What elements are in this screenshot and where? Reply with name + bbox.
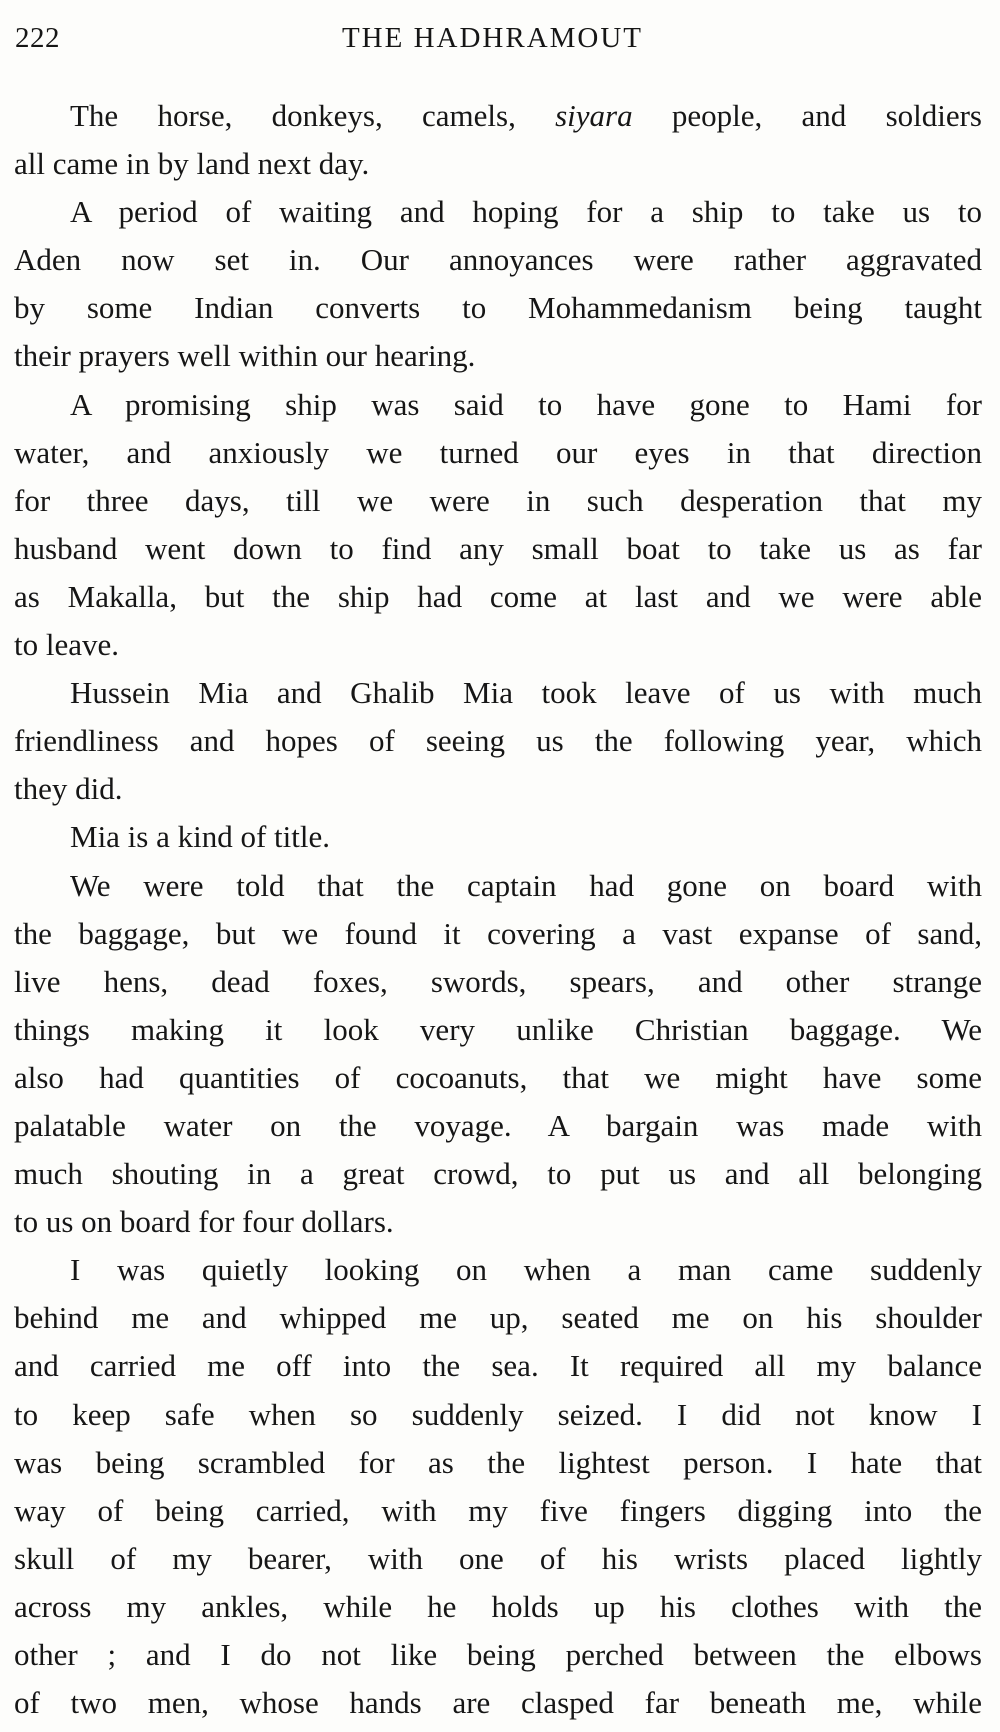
- text-segment: to us on board for four dollars.: [14, 1204, 394, 1240]
- text-segment: skull of my bearer, with one of his wrists placed lightly: [14, 1540, 982, 1576]
- paragraph: [14, 669, 982, 813]
- text-segment: to keep safe when so suddenly seized. I did not know I: [14, 1396, 982, 1432]
- text-segment: the baggage, but we found it covering a vast expanse of sand,: [14, 915, 982, 951]
- text-segment: across my ankles, while he holds up his clothes with the: [14, 1588, 982, 1624]
- text-line: [14, 1487, 982, 1535]
- text-line: [14, 765, 982, 813]
- text-line: [14, 1006, 982, 1054]
- text-line: [14, 1583, 982, 1631]
- text-line: [14, 1679, 982, 1727]
- page-header: [15, 22, 970, 62]
- text-segment: of two men, whose hands are clasped far beneath me, while: [14, 1685, 982, 1721]
- text-segment: behind me and whipped me up, seated me on his shoulder: [14, 1300, 982, 1336]
- text-segment: they did.: [14, 771, 123, 807]
- text-segment: as Makalla, but the ship had come at last and we were able: [14, 578, 982, 614]
- text-line: [14, 813, 982, 861]
- text-line: [14, 862, 982, 910]
- text-segment: way of being carried, with my five fingers digging into the: [14, 1492, 982, 1528]
- text-segment: husband went down to find any small boat to take us as far: [14, 530, 982, 566]
- running-head: THE HADHRAMOUT: [341, 22, 644, 54]
- text-segment: people, and soldiers: [632, 98, 983, 133]
- text-line: [14, 1342, 982, 1390]
- text-line: [14, 573, 982, 621]
- text-segment: friendliness and hopes of seeing us the following year, which: [14, 723, 982, 759]
- paragraph: [14, 862, 982, 1247]
- text-line: [14, 236, 982, 284]
- text-line: [14, 477, 982, 525]
- text-line: [14, 1054, 982, 1102]
- paragraph: [14, 92, 982, 188]
- text-line: [14, 1198, 982, 1246]
- body-text: [14, 92, 982, 1727]
- text-line: [14, 1439, 982, 1487]
- text-segment: much shouting in a great crowd, to put us and all belonging: [14, 1156, 982, 1192]
- text-line: [14, 429, 982, 477]
- text-segment: We were told that the captain had gone on board with: [70, 867, 982, 903]
- text-line: [14, 525, 982, 573]
- text-segment: Mia is a kind of title.: [70, 819, 331, 855]
- text-segment: palatable water on the voyage. A bargain was made with: [14, 1107, 982, 1143]
- text-line: [14, 140, 982, 188]
- text-line: [14, 188, 982, 236]
- text-line: [14, 1246, 982, 1294]
- text-line: [14, 1150, 982, 1198]
- text-segment: all came in by land next day.: [14, 146, 370, 182]
- paragraph: [14, 188, 982, 380]
- text-segment: I was quietly looking on when a man came suddenly: [70, 1252, 982, 1288]
- paragraph: [14, 813, 982, 861]
- text-segment: and carried me off into the sea. It required all my balance: [14, 1348, 982, 1384]
- text-line: [14, 1294, 982, 1342]
- text-segment: their prayers well within our hearing.: [14, 338, 476, 374]
- text-segment: A period of waiting and hoping for a ship to take us to: [70, 194, 982, 230]
- text-segment: live hens, dead foxes, swords, spears, and other strange: [14, 963, 982, 999]
- text-line: [14, 1535, 982, 1583]
- text-line: [14, 92, 982, 140]
- text-segment: The horse, donkeys, camels,: [70, 98, 556, 133]
- text-segment: also had quantities of cocoanuts, that we might have some: [14, 1059, 982, 1095]
- text-line: [14, 284, 982, 332]
- text-segment: water, and anxiously we turned our eyes in that direction: [14, 434, 982, 470]
- text-segment: A promising ship was said to have gone to Hami for: [70, 386, 982, 422]
- text-line: [14, 381, 982, 429]
- text-segment: by some Indian converts to Mohammedanism being taught: [14, 290, 982, 326]
- text-line: [14, 621, 982, 669]
- text-line: [14, 1391, 982, 1439]
- text-segment: to leave.: [14, 627, 120, 663]
- text-line: [14, 717, 982, 765]
- text-line: [14, 669, 982, 717]
- page-number: 222: [15, 22, 60, 54]
- text-segment: things making it look very unlike Christian baggage. We: [14, 1011, 982, 1047]
- text-segment: was being scrambled for as the lightest person. I hate that: [14, 1444, 982, 1480]
- text-line: [14, 910, 982, 958]
- text-line: [14, 1631, 982, 1679]
- text-segment: for three days, till we were in such desperation that my: [14, 482, 982, 518]
- paragraph: [14, 1246, 982, 1727]
- text-line: [14, 332, 982, 380]
- text-segment: Hussein Mia and Ghalib Mia took leave of us with much: [70, 675, 982, 711]
- text-line: [14, 1102, 982, 1150]
- text-line: [14, 958, 982, 1006]
- paragraph: [14, 381, 982, 670]
- text-segment: Aden now set in. Our annoyances were rather aggravated: [14, 242, 982, 278]
- text-segment: other ; and I do not like being perched between the elbows: [14, 1637, 982, 1672]
- italic-text: siyara: [555, 98, 633, 133]
